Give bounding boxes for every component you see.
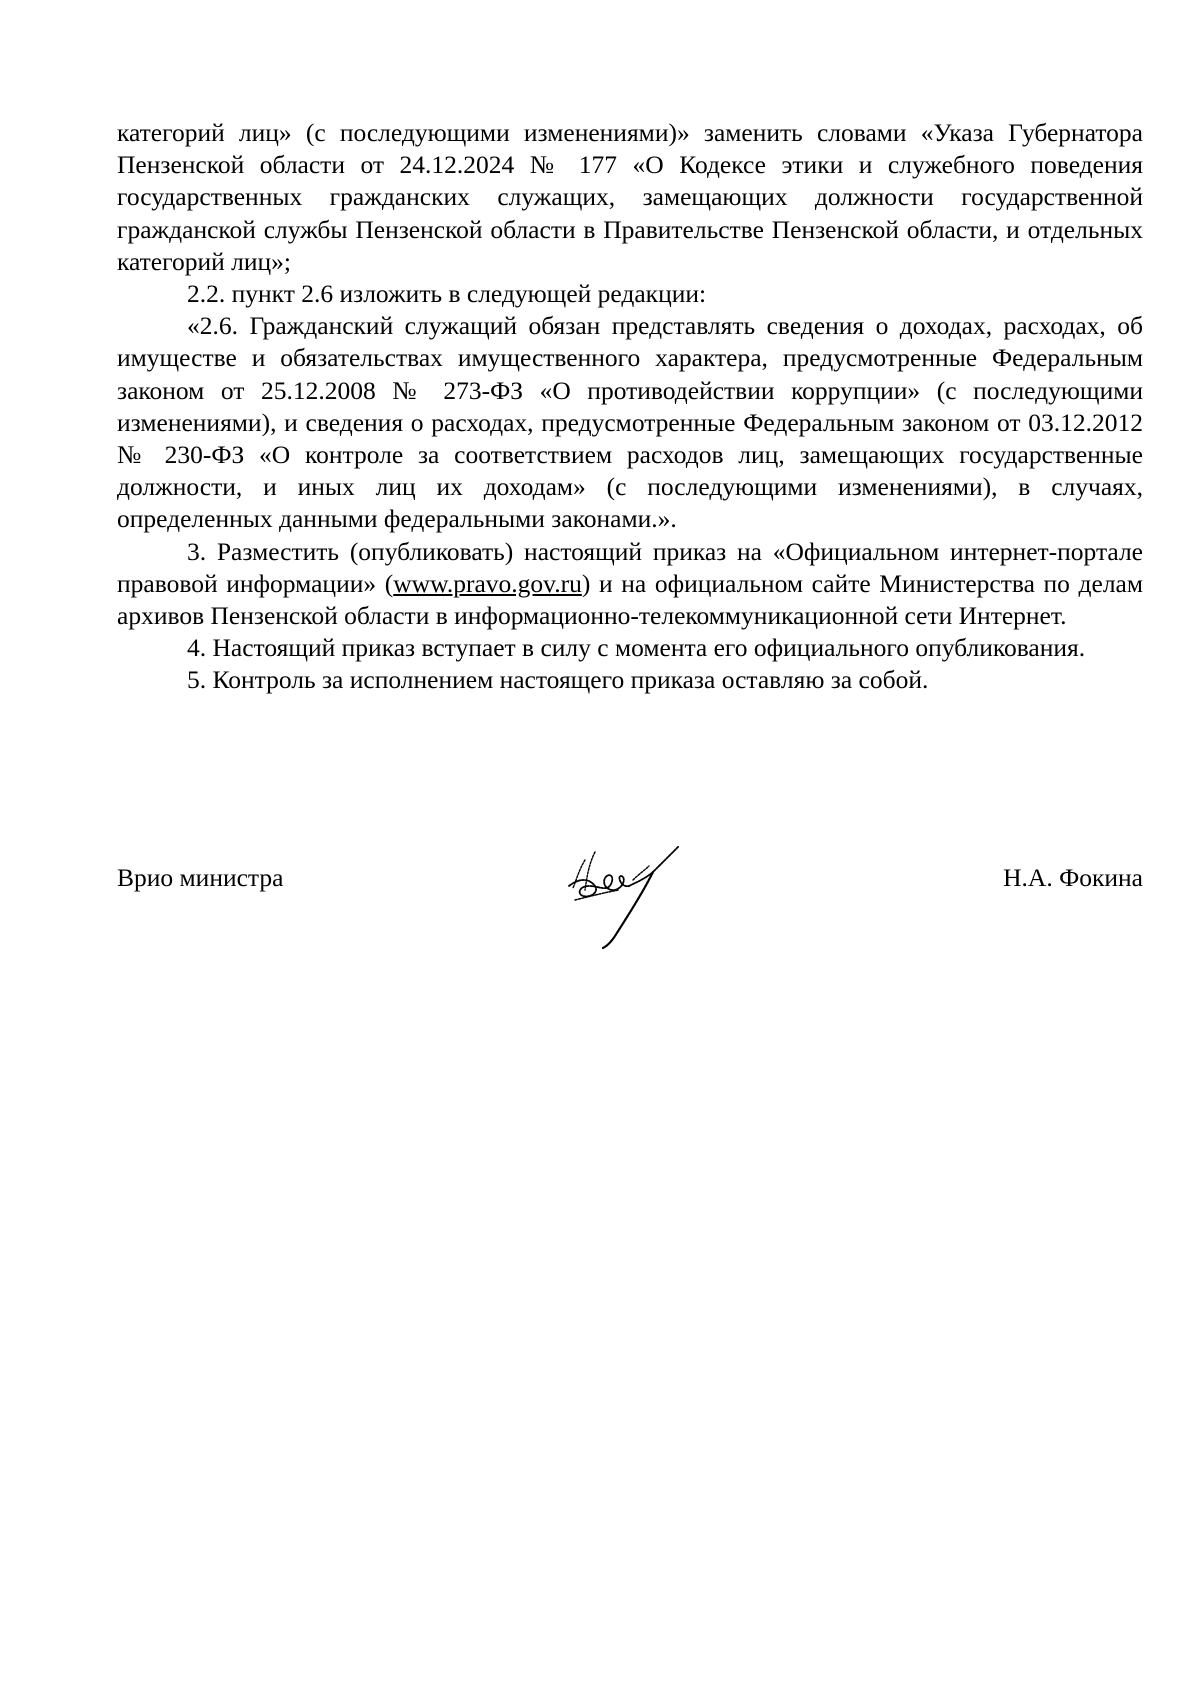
paragraph-3 xyxy=(117,536,1143,633)
paragraph-3-text-end: ) и на официальном сайте Министерства по делам архивов Пензенской области в информационно-телекоммуникационной сети Интернет. xyxy=(117,568,1144,631)
handwritten-signature xyxy=(555,840,705,950)
document-body xyxy=(117,117,1143,697)
paragraph-continuation: категорий лиц» (с последующими изменениями)» заменить словами «Указа Губернатора Пензенской области от 24.12.2024 № 177 «О Кодексе этики и служебного поведения государственных гражданских служащих, замещающих должности государственной гражданской службы Пензенской области в Правительстве Пензенской области, и отдельных категорий лиц»; xyxy=(117,118,1143,276)
pravo-link[interactable]: www.pravo.gov.ru xyxy=(393,568,582,598)
paragraph-3-text-start: 3. Разместить (опубликовать) настоящий приказ на «Официальном интернет-портале правовой информации» ( xyxy=(117,536,1143,598)
paragraph-2-2: 2.2. пункт 2.6 изложить в следующей редакции: xyxy=(187,279,707,309)
signatory-name: Н.А. Фокина xyxy=(1003,863,1143,892)
paragraph-4: 4. Настоящий приказ вступает в силу с момента его официального опубликования. xyxy=(187,633,1086,663)
paragraph-2-6: «2.6. Гражданский служащий обязан представлять сведения о доходах, расходах, об имуществе и обязательствах имущественного характера, предусмотренные Федеральным законом от 25.12.2008 № 273-ФЗ «О противодействии коррупции» (с последующими изменениями), и сведения о расходах, предусмотренные Федеральным законом от 03.12.2012 № 230-ФЗ «О контроле за соответствием расходов лиц, замещающих государственные должности, и иных лиц их доходам» (с последующими изменениями), в случаях, определенных данными федеральными законами.». xyxy=(117,311,1143,534)
signatory-position: Врио министра xyxy=(117,863,284,892)
paragraph-5: 5. Контроль за исполнением настоящего приказа оставляю за собой. xyxy=(187,665,929,695)
